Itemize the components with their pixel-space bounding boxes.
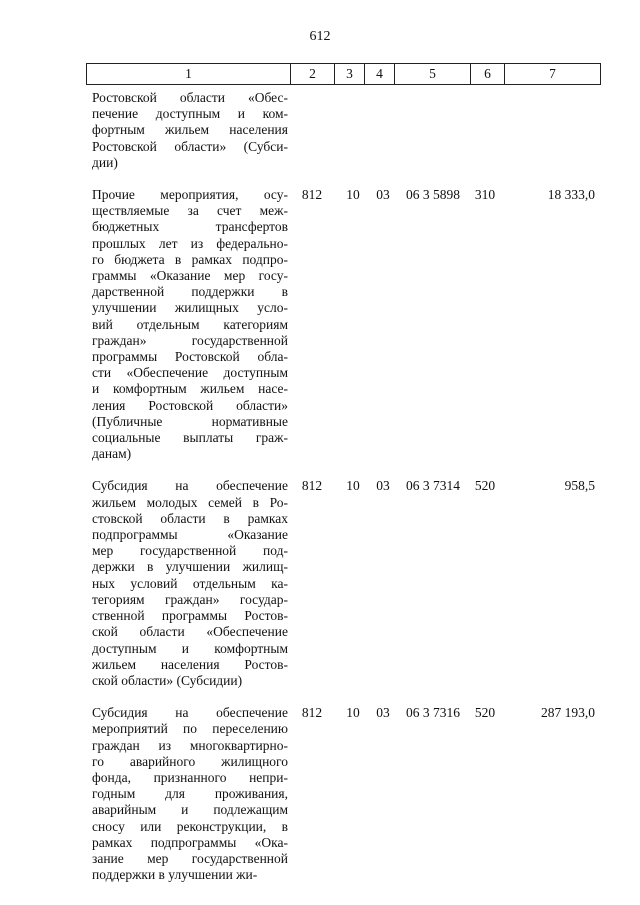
column-header-2: 2 <box>291 64 335 85</box>
description-line: дии) <box>92 154 118 170</box>
column-header-row <box>87 64 601 85</box>
description-line: Субсидия на обеспечение <box>92 705 288 721</box>
page-number: 612 <box>309 29 331 44</box>
description-line: сносу или реконструкции, в <box>92 818 288 834</box>
table-row <box>86 705 600 883</box>
cell-c4: 03 <box>376 478 390 494</box>
description-line: ской области» (Субсидии) <box>92 672 243 688</box>
cell-c7: 287 193,0 <box>541 705 595 721</box>
cell-c7: 18 333,0 <box>547 187 595 203</box>
cell-c3: 10 <box>346 478 360 494</box>
description-line: фортным жильем населения <box>92 122 288 138</box>
cell-c2: 812 <box>301 705 323 721</box>
description-line: ления Ростовской области» <box>92 397 288 413</box>
description-line: Ростовской области» (Субси- <box>92 138 288 154</box>
description-line: граммы «Оказание мер госу- <box>92 268 288 284</box>
description-line: рамках подпрограммы «Ока- <box>92 834 288 850</box>
description-line: социальные выплаты граж- <box>92 430 288 446</box>
description-line: держки в улучшении жилищ- <box>92 559 288 575</box>
description-line: ственной программы Ростов- <box>92 608 288 624</box>
row-description <box>92 187 288 462</box>
column-header-6: 6 <box>471 64 505 85</box>
cell-c3: 10 <box>346 187 360 203</box>
description-line: го аварийного жилищного <box>92 753 288 769</box>
description-line: жильем населения Ростов- <box>92 656 288 672</box>
description-line: печение доступным и ком- <box>92 106 288 122</box>
cell-c4: 03 <box>376 705 390 721</box>
column-header-3: 3 <box>335 64 365 85</box>
description-line: подпрограммы «Оказание <box>92 527 288 543</box>
table-row <box>86 478 600 689</box>
table-row <box>86 187 600 462</box>
description-line: улучшении жилищных усло- <box>92 300 288 316</box>
table-body <box>86 90 600 883</box>
description-line: поддержки в улучшении жи- <box>92 867 258 883</box>
description-line: доступным и комфортным <box>92 640 288 656</box>
cell-c7: 958,5 <box>564 478 595 494</box>
cell-c6: 520 <box>474 705 496 721</box>
column-header-1: 1 <box>87 64 291 85</box>
cell-c2: 812 <box>301 187 323 203</box>
description-line: ществляемые за счет меж- <box>92 203 288 219</box>
description-line: программы Ростовской обла- <box>92 349 288 365</box>
description-line: дарственной поддержки в <box>92 284 288 300</box>
description-line: Субсидия на обеспечение <box>92 478 288 494</box>
cell-c5: 06 3 7316 <box>406 705 460 721</box>
description-line: бюджетных трансфертов <box>92 219 288 235</box>
cell-c5: 06 3 5898 <box>406 187 460 203</box>
cell-c4: 03 <box>376 187 390 203</box>
column-header-7: 7 <box>505 64 601 85</box>
column-header-4: 4 <box>365 64 395 85</box>
description-line: зание мер государственной <box>92 850 288 866</box>
row-description <box>92 705 288 883</box>
cell-c6: 520 <box>474 478 496 494</box>
description-line: вий отдельным категориям <box>92 316 288 332</box>
description-line: (Публичные нормативные <box>92 413 288 429</box>
description-line: ской области «Обеспечение <box>92 624 288 640</box>
table-row <box>86 90 600 171</box>
description-line: аварийным и подлежащим <box>92 802 288 818</box>
description-line: Ростовской области «Обес- <box>92 90 288 105</box>
description-line: годным для проживания, <box>92 786 288 802</box>
description-line: и комфортным жильем насе- <box>92 381 288 397</box>
row-description <box>92 90 288 171</box>
description-line: граждан» государственной <box>92 332 288 348</box>
description-line: граждан из многоквартирно- <box>92 737 288 753</box>
description-line: мероприятий по переселению <box>92 721 288 737</box>
description-line: сти «Обеспечение доступным <box>92 365 288 381</box>
description-line: Прочие мероприятия, осу- <box>92 187 288 203</box>
description-line: прошлых лет из федерально- <box>92 235 288 251</box>
row-description <box>92 478 288 689</box>
cell-c6: 310 <box>474 187 496 203</box>
description-line: тегориям граждан» государ- <box>92 591 288 607</box>
description-line: стовской области в рамках <box>92 510 288 526</box>
cell-c2: 812 <box>301 478 323 494</box>
description-line: фонда, признанного непри- <box>92 769 288 785</box>
description-line: го бюджета в рамках подпро- <box>92 251 288 267</box>
cell-c5: 06 3 7314 <box>406 478 460 494</box>
column-header-table <box>86 63 601 85</box>
description-line: ных условий отдельным ка- <box>92 575 288 591</box>
description-line: мер государственной под- <box>92 543 288 559</box>
column-header-5: 5 <box>395 64 471 85</box>
description-line: жильем молодых семей в Ро- <box>92 494 288 510</box>
description-line: данам) <box>92 446 132 462</box>
cell-c3: 10 <box>346 705 360 721</box>
